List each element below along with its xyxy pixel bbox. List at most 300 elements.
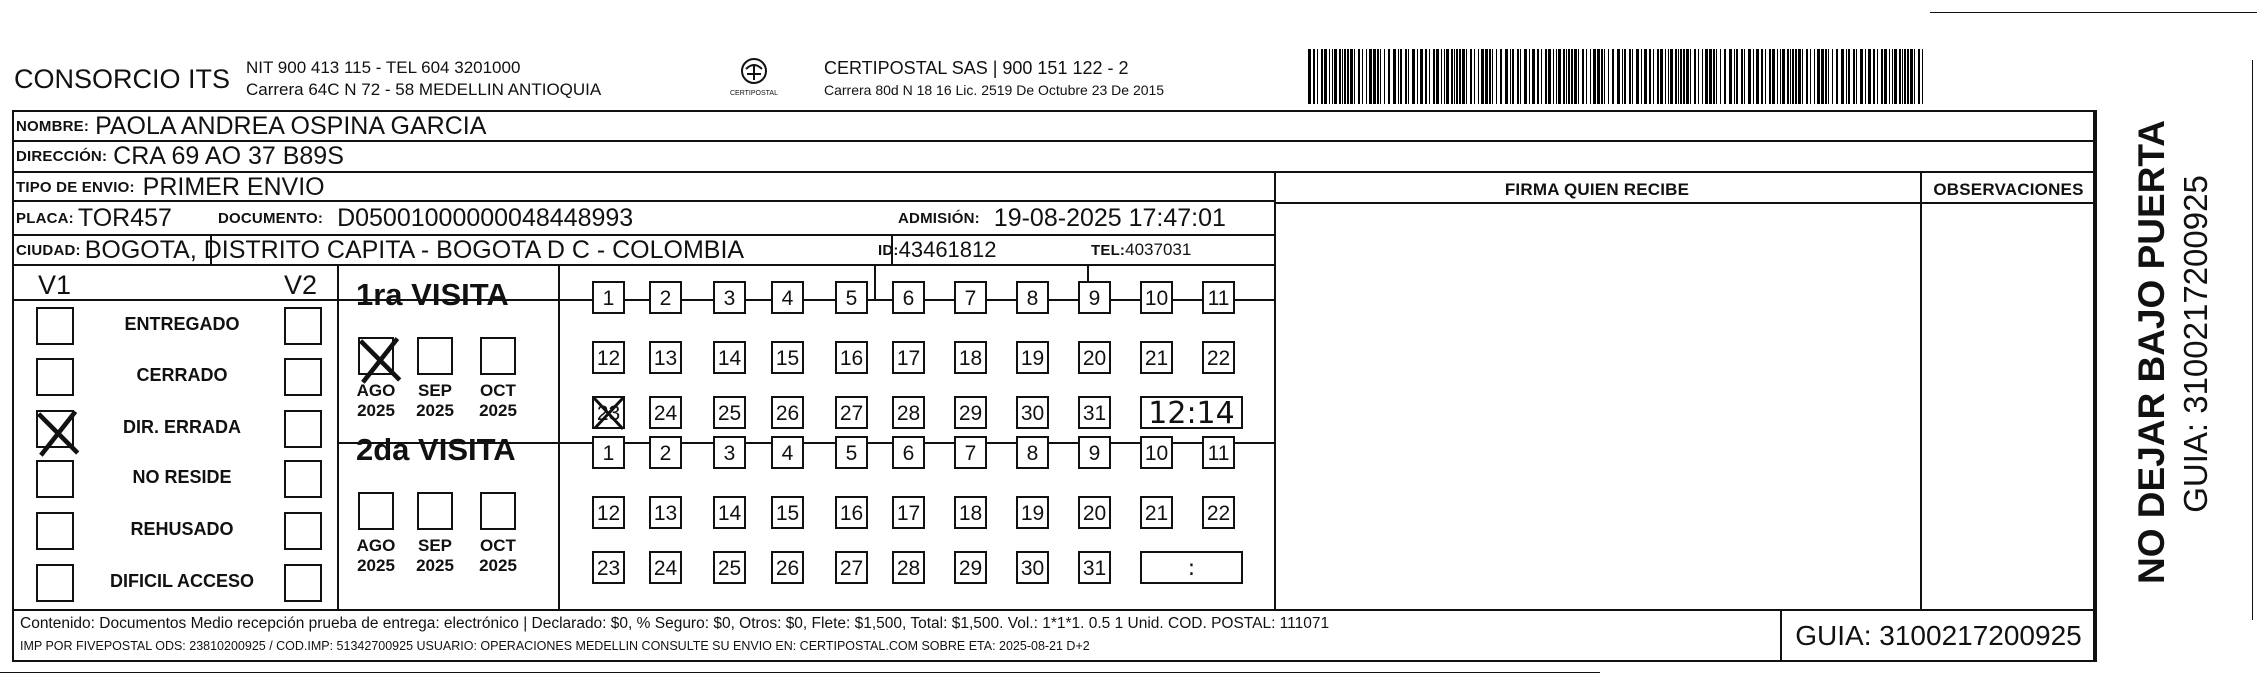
barcode-bar — [1398, 49, 1399, 104]
signature-area[interactable] — [1276, 204, 1920, 609]
barcode-bar — [1810, 49, 1811, 104]
ciudad-value: BOGOTA, DISTRITO CAPITA - BOGOTA D C - COLOMBIA — [84, 235, 745, 264]
barcode-bar — [1532, 49, 1535, 104]
barcode-bar — [1478, 49, 1479, 104]
barcode-bar — [1892, 49, 1893, 104]
observaciones-label: OBSERVACIONES — [1933, 180, 2084, 199]
day-box[interactable]: 28 — [892, 396, 925, 429]
day-box[interactable]: 17 — [892, 341, 925, 374]
day-box[interactable]: 9 — [1078, 436, 1111, 469]
month-name: OCT — [480, 381, 516, 400]
barcode-bar — [1787, 49, 1789, 104]
barcode-bar — [1675, 49, 1677, 104]
barcode-bar — [1474, 49, 1475, 104]
month-year: 2025 — [479, 556, 517, 575]
barcode-bar — [1769, 49, 1771, 104]
barcode-bar — [1772, 49, 1775, 104]
barcode-bar — [1308, 49, 1311, 104]
barcode-bar — [1918, 49, 1920, 104]
barcode-bar — [1548, 49, 1551, 104]
barcode-bar — [1653, 49, 1654, 104]
barcode-bar — [1825, 49, 1827, 104]
barcode-bar — [1400, 49, 1402, 104]
day-box[interactable]: 21 — [1140, 496, 1173, 529]
barcode-bar — [1922, 49, 1923, 104]
barcode-bar — [1765, 49, 1766, 104]
day-box[interactable]: 30 — [1016, 551, 1049, 584]
day-box[interactable]: 14 — [713, 341, 746, 374]
barcode-bar — [1828, 49, 1829, 104]
barcode-bar — [1753, 49, 1754, 104]
barcode-bar — [1377, 49, 1379, 104]
barcode-bar — [1636, 49, 1639, 104]
admision-value: 19-08-2025 17:47:01 — [993, 204, 1226, 232]
barcode-bar — [1668, 49, 1669, 104]
day-box[interactable]: 19 — [1016, 496, 1049, 529]
barcode-bar — [1582, 49, 1584, 104]
barcode-bar — [1354, 49, 1355, 104]
barcode-bar — [1373, 49, 1376, 104]
barcode-bar — [1485, 49, 1488, 104]
day-box[interactable]: 11 — [1202, 436, 1235, 469]
barcode-bar — [1622, 49, 1623, 104]
documento-cell — [218, 203, 633, 234]
month-name: SEP — [417, 536, 453, 555]
v1-label: V1 — [38, 270, 72, 300]
barcode-bar — [1425, 49, 1427, 104]
company-nit: NIT 900 413 115 - TEL 604 3201000 — [246, 58, 521, 77]
barcode-bar — [1660, 49, 1663, 104]
barcode-bar — [1412, 49, 1415, 104]
day-box[interactable]: 24 — [649, 551, 682, 584]
barcode-bar — [1904, 49, 1906, 104]
barcode-bar — [1574, 49, 1577, 104]
barcode-bar — [1456, 49, 1458, 104]
day-box[interactable]: 23 — [592, 551, 625, 584]
barcode-bar — [1388, 49, 1390, 104]
barcode-bar — [1405, 49, 1407, 104]
barcode-bar — [1777, 49, 1778, 104]
barcode-bar — [1436, 49, 1439, 104]
day-box[interactable]: 2 — [649, 436, 682, 469]
day-box[interactable]: 27 — [835, 396, 868, 429]
month-label — [405, 381, 465, 421]
month-year: 2025 — [479, 401, 517, 420]
barcode-bar — [1846, 49, 1847, 104]
barcode-bar — [1910, 49, 1913, 104]
barcode-bar — [1578, 49, 1579, 104]
id-value: 43461812 — [898, 237, 997, 262]
day-box[interactable]: 10 — [1140, 281, 1173, 314]
month-checkbox-checked[interactable] — [358, 337, 394, 375]
tipo-label: TIPO DE ENVIO: — [16, 178, 135, 196]
day-box[interactable]: 2 — [649, 281, 682, 314]
day-box[interactable]: 17 — [892, 496, 925, 529]
barcode-bar — [1417, 49, 1418, 104]
barcode-bar — [1408, 49, 1409, 104]
day-box[interactable]: 27 — [835, 551, 868, 584]
day-box[interactable]: 13 — [649, 496, 682, 529]
day-box[interactable]: 22 — [1202, 341, 1235, 374]
admision-cell — [898, 203, 1226, 234]
nombre-value: PAOLA ANDREA OSPINA GARCIA — [95, 111, 487, 140]
barcode-bar — [1865, 49, 1866, 104]
barcode-bar — [1571, 49, 1573, 104]
day-box[interactable]: 29 — [954, 551, 987, 584]
barcode-bar — [1462, 49, 1465, 104]
barcode-bar — [1821, 49, 1824, 104]
status-v2-checkbox[interactable] — [284, 358, 322, 396]
side-instruction: NO DEJAR BAJO PUERTA — [2131, 120, 2172, 584]
ciudad-label: CIUDAD: — [16, 241, 81, 259]
barcode-bar — [1454, 49, 1455, 104]
barcode-bar — [1884, 49, 1887, 104]
nombre-row — [16, 112, 486, 140]
barcode-bar — [1568, 49, 1570, 104]
barcode-bar — [1690, 49, 1691, 104]
day-box[interactable]: 24 — [649, 396, 682, 429]
month-name: AGO — [356, 536, 396, 555]
barcode-bar — [1724, 49, 1726, 104]
day-box[interactable]: 18 — [954, 496, 987, 529]
month-checkbox[interactable] — [417, 492, 453, 530]
barcode-bar — [1761, 49, 1763, 104]
month-label — [468, 536, 528, 576]
barcode-bar — [1317, 49, 1318, 104]
barcode-bar — [1593, 49, 1596, 104]
status-label: CERRADO — [136, 365, 228, 385]
month-checkbox[interactable] — [480, 492, 516, 530]
barcode-bar — [1529, 49, 1530, 104]
barcode-bar — [1597, 49, 1600, 104]
barcode-bar — [1894, 49, 1897, 104]
barcode-bar — [1853, 49, 1855, 104]
barcode-bar — [1441, 49, 1442, 104]
barcode-bar — [1860, 49, 1863, 104]
day-box-marked[interactable]: 23 — [592, 396, 625, 429]
status-v2-checkbox[interactable] — [284, 512, 322, 550]
time-box[interactable]: : — [1140, 551, 1243, 584]
status-label: REHUSADO — [130, 519, 234, 539]
barcode-bar — [1558, 49, 1561, 104]
month-label — [346, 381, 406, 421]
barcode-bar — [1709, 49, 1712, 104]
barcode-bar — [1481, 49, 1484, 104]
barcode-bar — [1736, 49, 1738, 104]
barcode-bar — [1604, 49, 1605, 104]
barcode-bar — [1848, 49, 1850, 104]
day-box[interactable]: 11 — [1202, 281, 1235, 314]
tel-value: 4037031 — [1125, 240, 1192, 259]
barcode-bar — [1466, 49, 1467, 104]
barcode-bar — [1496, 49, 1497, 104]
day-box[interactable]: 7 — [954, 436, 987, 469]
month-name: AGO — [356, 381, 396, 400]
tipo-row — [16, 173, 325, 201]
barcode-bar — [1444, 49, 1445, 104]
day-box[interactable]: 26 — [771, 396, 804, 429]
barcode-bar — [1429, 49, 1430, 104]
barcode-bar — [1698, 49, 1699, 104]
day-box[interactable]: 26 — [771, 551, 804, 584]
barcode-bar — [1451, 49, 1453, 104]
barcode-bar — [1339, 49, 1341, 104]
day-box[interactable]: 25 — [713, 551, 746, 584]
day-box[interactable]: 31 — [1078, 396, 1111, 429]
barcode-bar — [1792, 49, 1794, 104]
barcode-bar — [1563, 49, 1565, 104]
barcode-bar — [1541, 49, 1542, 104]
barcode-bar — [1517, 49, 1519, 104]
barcode-bar — [1505, 49, 1508, 104]
tel-cell — [1091, 236, 1191, 264]
day-box[interactable]: 8 — [1016, 281, 1049, 314]
status-v1-checkbox[interactable] — [36, 358, 74, 396]
barcode-bar — [1446, 49, 1449, 104]
barcode-bar — [1744, 49, 1745, 104]
status-v2-checkbox[interactable] — [284, 307, 322, 345]
placa-value: TOR457 — [77, 204, 172, 232]
status-v2-checkbox[interactable] — [284, 410, 322, 448]
barcode-bar — [1362, 49, 1363, 104]
day-box[interactable]: 29 — [954, 396, 987, 429]
status-v1-checkbox[interactable] — [36, 512, 74, 550]
barcode-bar — [1802, 49, 1803, 104]
day-box[interactable]: 22 — [1202, 496, 1235, 529]
barcode-bar — [1624, 49, 1626, 104]
status-label: DIR. ERRADA — [122, 417, 241, 437]
barcode-bar — [1334, 49, 1337, 104]
day-box[interactable]: 30 — [1016, 396, 1049, 429]
company-name: CONSORCIO ITS — [14, 64, 231, 94]
time-box[interactable]: 12:14 — [1140, 396, 1243, 429]
month-label — [468, 381, 528, 421]
barcode-bar — [1680, 49, 1682, 104]
nombre-label: NOMBRE: — [16, 117, 90, 135]
barcode-bar — [1705, 49, 1708, 104]
day-box[interactable]: 20 — [1078, 341, 1111, 374]
barcode-bar — [1369, 49, 1372, 104]
barcode-bar — [1608, 49, 1609, 104]
barcode-bar — [1881, 49, 1883, 104]
barcode-bar — [1683, 49, 1685, 104]
barcode-bar — [1720, 49, 1721, 104]
barcode-bar — [1889, 49, 1890, 104]
barcode-bar — [1393, 49, 1396, 104]
barcode-bar — [1617, 49, 1620, 104]
month-name: SEP — [417, 381, 453, 400]
barcode-bar — [1741, 49, 1743, 104]
barcode-bar — [1756, 49, 1759, 104]
month-checkbox[interactable] — [480, 337, 516, 375]
logo-caption: CERTIPOSTAL — [730, 90, 778, 97]
day-box[interactable]: 16 — [835, 341, 868, 374]
barcode-bar — [1748, 49, 1751, 104]
barcode-bar — [1420, 49, 1423, 104]
direccion-label: DIRECCIÓN: — [16, 148, 108, 165]
barcode-bar — [1590, 49, 1591, 104]
documento-label: DOCUMENTO: — [218, 210, 324, 227]
barcode-bar — [1678, 49, 1679, 104]
barcode-bar — [1665, 49, 1666, 104]
day-box[interactable]: 12 — [592, 341, 625, 374]
day-box[interactable]: 6 — [892, 436, 925, 469]
day-box[interactable]: 4 — [771, 436, 804, 469]
barcode-bar — [1545, 49, 1547, 104]
status-v1-checkbox[interactable] — [36, 564, 74, 602]
barcode-bar — [1694, 49, 1696, 104]
barcode-bar — [1649, 49, 1651, 104]
day-box[interactable]: 15 — [771, 496, 804, 529]
barcode-bar — [1459, 49, 1461, 104]
barcode — [1308, 49, 1928, 104]
barcode-bar — [1641, 49, 1642, 104]
day-box[interactable]: 19 — [1016, 341, 1049, 374]
barcode-bar — [1713, 49, 1715, 104]
barcode-bar — [1586, 49, 1587, 104]
barcode-bar — [1344, 49, 1346, 104]
company-address: Carrera 64C N 72 - 58 MEDELLIN ANTIOQUIA — [246, 80, 602, 99]
barcode-bar — [1350, 49, 1353, 104]
barcode-bar — [1657, 49, 1659, 104]
barcode-bar — [1366, 49, 1367, 104]
day-box[interactable]: 28 — [892, 551, 925, 584]
barcode-bar — [1553, 49, 1554, 104]
day-box[interactable]: 1 — [592, 436, 625, 469]
barcode-bar — [1347, 49, 1349, 104]
month-year: 2025 — [357, 556, 395, 575]
barcode-bar — [1716, 49, 1717, 104]
day-box[interactable]: 18 — [954, 341, 987, 374]
barcode-bar — [1470, 49, 1472, 104]
visit-title: 1ra VISITA — [356, 277, 509, 312]
day-box[interactable]: 13 — [649, 341, 682, 374]
day-box[interactable]: 7 — [954, 281, 987, 314]
day-box[interactable]: 14 — [713, 496, 746, 529]
barcode-bar — [1520, 49, 1521, 104]
barcode-bar — [1380, 49, 1381, 104]
barcode-bar — [1492, 49, 1493, 104]
day-mark-icon — [594, 398, 623, 427]
barcode-bar — [1332, 49, 1333, 104]
status-v1-checkbox[interactable] — [36, 460, 74, 498]
status-v1-checkbox-checked[interactable] — [36, 410, 74, 448]
barcode-bar — [1729, 49, 1732, 104]
barcode-bar — [1686, 49, 1689, 104]
direccion-row — [16, 142, 344, 171]
barcode-bar — [1902, 49, 1903, 104]
footer-guia: GUIA: 3100217200925 — [1795, 619, 2082, 651]
barcode-bar — [1556, 49, 1557, 104]
admision-label: ADMISIÓN: — [898, 210, 980, 227]
barcode-bar — [1798, 49, 1801, 104]
observations-area[interactable] — [1922, 204, 2095, 609]
placa-cell — [16, 203, 172, 234]
day-box[interactable]: 5 — [835, 281, 868, 314]
barcode-bar — [1670, 49, 1673, 104]
barcode-bar — [1632, 49, 1633, 104]
barcode-bar — [1832, 49, 1833, 104]
v2-label: V2 — [284, 270, 318, 300]
barcode-bar — [1899, 49, 1901, 104]
barcode-bar — [1817, 49, 1820, 104]
visit-title: 2da VISITA — [356, 432, 516, 467]
tipo-value: PRIMER ENVIO — [142, 172, 325, 201]
barcode-bar — [1856, 49, 1857, 104]
barcode-bar — [1384, 49, 1385, 104]
status-label: ENTREGADO — [124, 314, 240, 334]
footer-content: Contenido: Documentos Medio recepción prueba de entrega: electrónico | Declarado: $0, % Seguro: $0, Otros: $0, Flete: $1,500, Total: $1,500. Vol.: 1*1*1. 0.5 1 Unid. COD. POSTAL: 111071 — [20, 615, 1330, 632]
barcode-bar — [1524, 49, 1527, 104]
barcode-bar — [1566, 49, 1567, 104]
day-box[interactable]: 15 — [771, 341, 804, 374]
barcode-bar — [1814, 49, 1815, 104]
barcode-bar — [1510, 49, 1511, 104]
month-checkbox[interactable] — [417, 337, 453, 375]
month-checkbox[interactable] — [358, 492, 394, 530]
month-year: 2025 — [357, 401, 395, 420]
day-box[interactable]: 5 — [835, 436, 868, 469]
firma-label: FIRMA QUIEN RECIBE — [1504, 180, 1690, 199]
direccion-value: CRA 69 AO 37 B89S — [113, 142, 344, 170]
id-label: ID: — [878, 241, 899, 259]
day-box[interactable]: 21 — [1140, 341, 1173, 374]
day-box[interactable]: 6 — [892, 281, 925, 314]
status-v1-checkbox[interactable] — [36, 307, 74, 345]
barcode-bar — [1324, 49, 1327, 104]
month-year: 2025 — [416, 556, 454, 575]
day-box[interactable]: 25 — [713, 396, 746, 429]
day-box[interactable]: 8 — [1016, 436, 1049, 469]
day-box[interactable]: 9 — [1078, 281, 1111, 314]
barcode-bar — [1342, 49, 1343, 104]
day-box[interactable]: 3 — [713, 436, 746, 469]
day-box[interactable]: 4 — [771, 281, 804, 314]
day-box[interactable]: 3 — [713, 281, 746, 314]
carrier-name: CERTIPOSTAL SAS | 900 151 122 - 2 — [824, 58, 1129, 78]
month-year: 2025 — [416, 401, 454, 420]
barcode-bar — [1612, 49, 1614, 104]
barcode-bar — [1512, 49, 1514, 104]
status-v2-checkbox[interactable] — [284, 564, 322, 602]
barcode-bar — [1702, 49, 1703, 104]
barcode-bar — [1806, 49, 1808, 104]
barcode-bar — [1877, 49, 1878, 104]
month-label — [405, 536, 465, 576]
placa-label: PLACA: — [16, 210, 74, 227]
barcode-bar — [1868, 49, 1871, 104]
barcode-bar — [1321, 49, 1323, 104]
day-box[interactable]: 20 — [1078, 496, 1111, 529]
day-box[interactable]: 1 — [592, 281, 625, 314]
barcode-bar — [1780, 49, 1781, 104]
day-box[interactable]: 10 — [1140, 436, 1173, 469]
tel-label: TEL: — [1091, 241, 1126, 259]
documento-value: D05001000000048448993 — [337, 204, 634, 232]
status-v2-checkbox[interactable] — [284, 460, 322, 498]
footer-print-info: IMP POR FIVEPOSTAL ODS: 23810200925 / COD.IMP: 51342700925 USUARIO: OPERACIONES MEDELLIN CONSULTE SU ENVIO EN: CERTIPOSTAL.COM SOBRE ETA: 2025-08-21 D+2 — [20, 639, 1090, 653]
day-box[interactable]: 12 — [592, 496, 625, 529]
day-box[interactable]: 16 — [835, 496, 868, 529]
barcode-bar — [1782, 49, 1785, 104]
barcode-bar — [1790, 49, 1791, 104]
barcode-bar — [1433, 49, 1435, 104]
id-cell — [878, 236, 997, 264]
day-box[interactable]: 31 — [1078, 551, 1111, 584]
barcode-bar — [1907, 49, 1909, 104]
barcode-bar — [1500, 49, 1502, 104]
barcode-bar — [1358, 49, 1360, 104]
